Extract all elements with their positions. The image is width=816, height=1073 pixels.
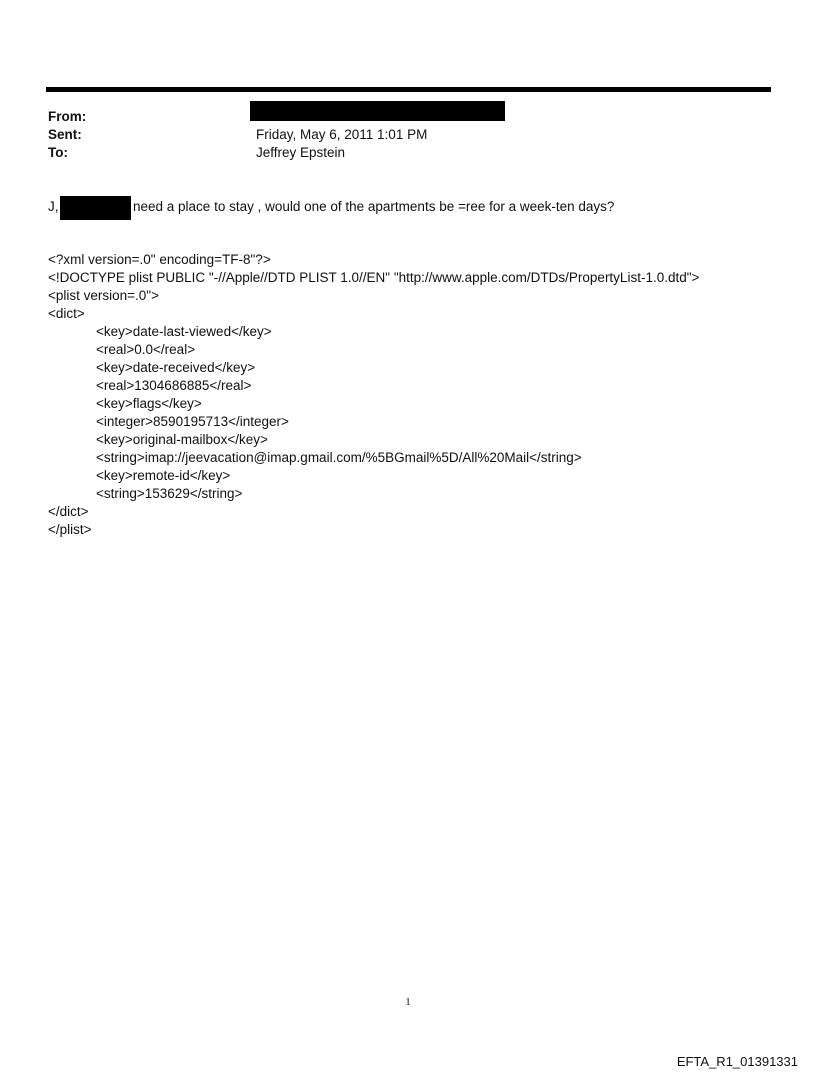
- from-label: From:: [48, 109, 87, 124]
- header-rule: [46, 87, 771, 92]
- to-label: To:: [48, 145, 68, 160]
- plist-close-plist: </plist>: [48, 522, 92, 537]
- plist-line: <?xml version=.0" encoding=TF-8"?>: [48, 252, 271, 267]
- sent-value: Friday, May 6, 2011 1:01 PM: [256, 127, 428, 142]
- message-salutation: J,: [48, 199, 59, 214]
- plist-dict-line: <real>0.0</real>: [96, 342, 196, 357]
- plist-dict-line: <key>flags</key>: [96, 396, 202, 411]
- plist-line: <dict>: [48, 306, 85, 321]
- plist-dict-line: <string>153629</string>: [96, 486, 243, 501]
- plist-dict-line: <key>date-received</key>: [96, 360, 256, 375]
- plist-dict-line: <key>remote-id</key>: [96, 468, 231, 483]
- plist-dict-line: <integer>8590195713</integer>: [96, 414, 289, 429]
- plist-dict-line: <real>1304686885</real>: [96, 378, 252, 393]
- page-number: 1: [405, 996, 411, 1008]
- plist-dict-line: <key>date-last-viewed</key>: [96, 324, 272, 339]
- to-value: Jeffrey Epstein: [256, 145, 346, 160]
- from-redaction: [250, 101, 505, 121]
- plist-block: [48, 251, 699, 539]
- message-text: need a place to stay , would one of the apartments be =ree for a week-ten days?: [133, 199, 615, 214]
- plist-line: <plist version=.0">: [48, 288, 159, 303]
- name-redaction: [60, 196, 131, 220]
- plist-line: <!DOCTYPE plist PUBLIC "-//Apple//DTD PLIST 1.0//EN" "http://www.apple.com/DTDs/PropertyList-1.0.dtd">: [48, 270, 700, 285]
- sent-label: Sent:: [48, 127, 82, 142]
- plist-dict-line: <key>original-mailbox</key>: [96, 432, 268, 447]
- bates-number: EFTA_R1_01391331: [676, 1054, 798, 1069]
- plist-dict-line: <string>imap://jeevacation@imap.gmail.com/%5BGmail%5D/All%20Mail</string>: [96, 450, 582, 465]
- plist-close-dict: </dict>: [48, 504, 89, 519]
